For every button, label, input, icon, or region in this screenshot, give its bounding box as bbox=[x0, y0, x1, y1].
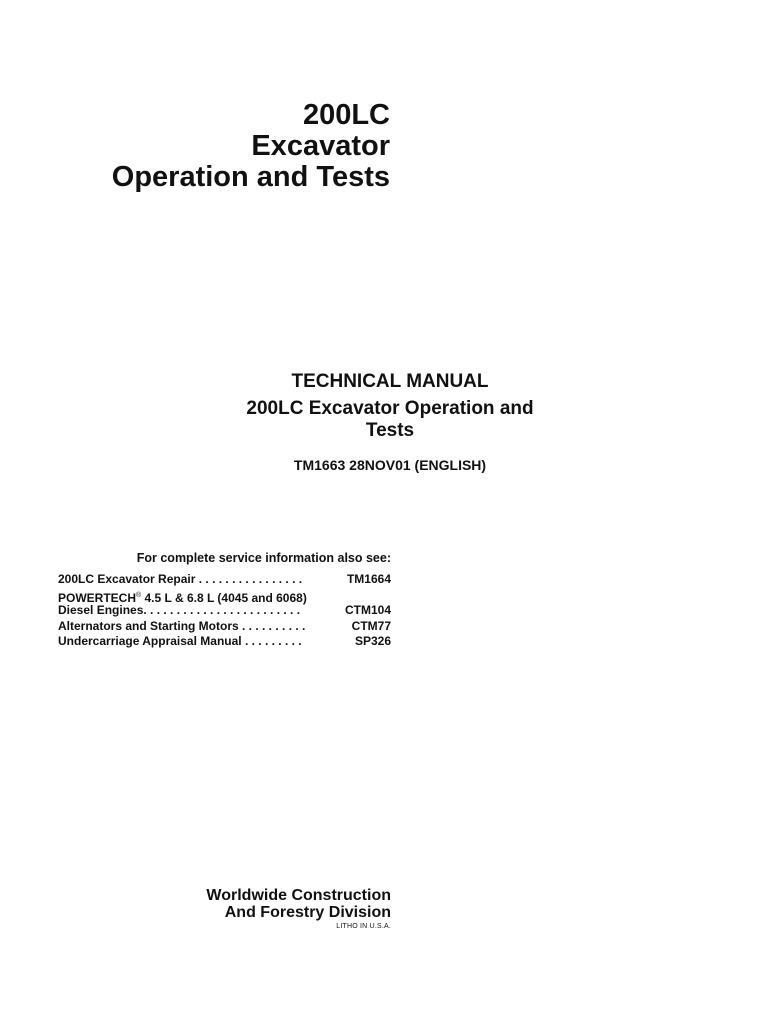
ref-title: Alternators and Starting Motors . . . . . . . . . . bbox=[58, 618, 306, 633]
ref-title: 200LC Excavator Repair . . . . . . . . . . . . . . . . bbox=[58, 572, 303, 586]
ref-title-prefix: POWERTECH bbox=[58, 590, 136, 605]
ref-code: CTM77 bbox=[351, 618, 391, 633]
list-item bbox=[58, 572, 391, 588]
ref-title: Undercarriage Appraisal Manual . . . . . . . . . bbox=[58, 634, 302, 648]
registered-mark: ® bbox=[136, 591, 142, 599]
division-line1: Worldwide Construction bbox=[206, 887, 391, 904]
title-line-machine: Excavator bbox=[251, 130, 390, 162]
list-item bbox=[58, 634, 391, 650]
ref-title-suffix: 4.5 L & 6.8 L (4045 and 6068) bbox=[141, 590, 307, 605]
manual-code-date: TM1663 28NOV01 (ENGLISH) bbox=[293, 457, 487, 473]
technical-manual-heading: TECHNICAL MANUAL bbox=[291, 371, 489, 392]
technical-manual-subtitle-line2: Tests bbox=[365, 420, 415, 441]
related-manuals-list bbox=[58, 550, 391, 650]
document-title bbox=[60, 100, 390, 193]
title-line-subject: Operation and Tests bbox=[111, 161, 390, 193]
list-item bbox=[58, 588, 391, 604]
litho-notice: LITHO IN U.S.A. bbox=[336, 923, 391, 930]
list-item bbox=[58, 619, 391, 635]
list-item bbox=[58, 603, 391, 619]
ref-code: CTM104 bbox=[344, 603, 391, 617]
ref-code: SP326 bbox=[354, 634, 391, 648]
division-line2: And Forestry Division bbox=[224, 903, 391, 921]
ref-title: Diesel Engines. . . . . . . . . . . . . . . . . . . . . . . . bbox=[58, 603, 301, 617]
title-line-model: 200LC bbox=[302, 99, 390, 131]
technical-manual-block bbox=[190, 370, 590, 474]
technical-manual-subtitle-line1: 200LC Excavator Operation and bbox=[246, 398, 534, 419]
publisher-footer bbox=[150, 888, 391, 932]
related-manuals-header: For complete service information also see: bbox=[136, 551, 391, 565]
ref-code: TM1664 bbox=[346, 572, 391, 586]
